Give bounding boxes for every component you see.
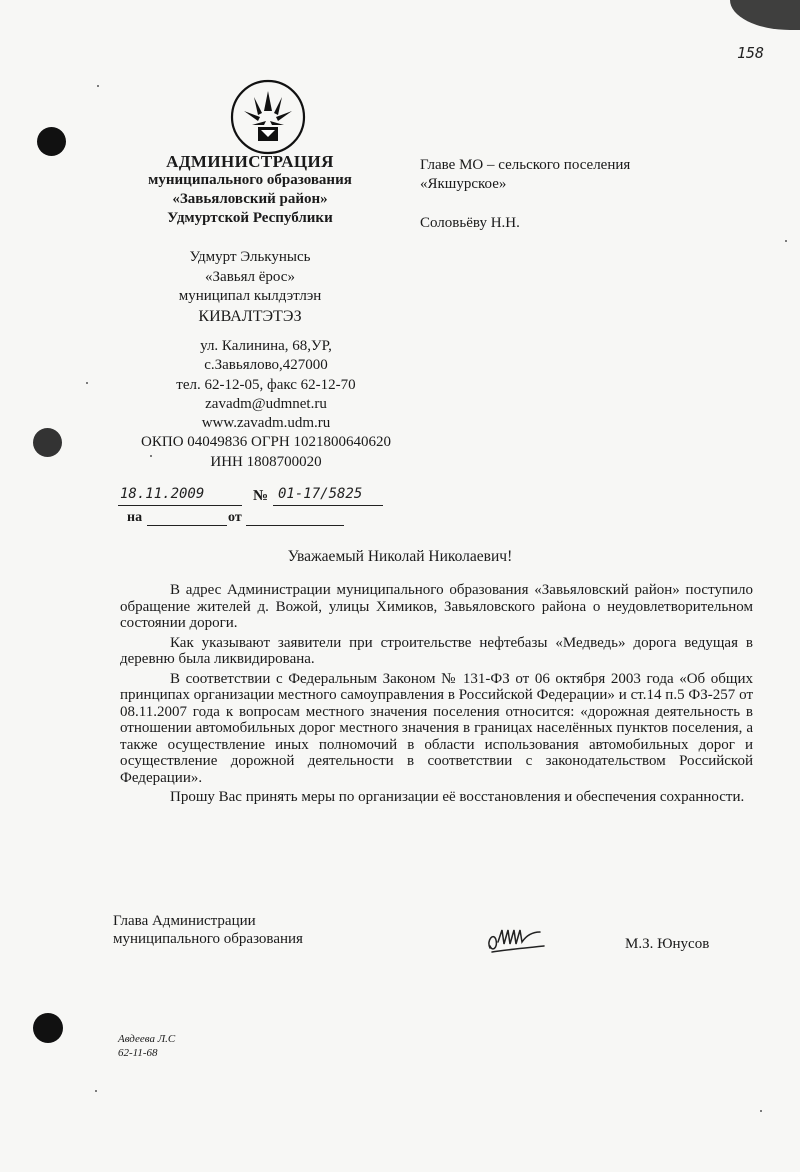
handwritten-date: 18.11.2009 <box>120 486 205 502</box>
udm-title: КИВАЛТЭТЭЗ <box>198 307 302 325</box>
address-line: тел. 62-12-05, факс 62-12-70 <box>176 376 356 393</box>
reference-row <box>127 508 387 528</box>
sender-header <box>100 152 400 228</box>
position-line: Глава Администрации <box>113 913 256 929</box>
hole-punch <box>33 1013 63 1043</box>
address-line: ИНН 1808700020 <box>210 453 322 470</box>
handwritten-signature <box>484 922 554 958</box>
org-line: Удмуртской Республики <box>167 210 333 226</box>
recipient-line: «Якшурское» <box>420 176 507 192</box>
scan-mark <box>730 0 800 30</box>
recipient-line: Главе МО – сельского поселения <box>420 157 631 173</box>
ot-label: от <box>228 510 242 525</box>
org-line: муниципального образования <box>148 172 352 188</box>
coat-of-arms-emblem <box>228 77 308 157</box>
executor-note <box>118 1032 175 1060</box>
address-line: zavadm@udmnet.ru <box>205 395 327 412</box>
salutation: Уважаемый Николай Николаевич! <box>287 548 513 565</box>
hole-punch <box>33 428 62 457</box>
paragraph: Прошу Вас принять меры по организации её восстановления и обеспечения сохранности. <box>170 789 745 805</box>
signatory-position <box>113 912 303 948</box>
address-line: ОКПО 04049836 ОГРН 1021800640620 <box>141 434 391 451</box>
position-line: муниципального образования <box>113 931 303 947</box>
signatory-name: М.З. Юнусов <box>625 936 710 952</box>
address-line: www.zavadm.udm.ru <box>201 415 331 432</box>
udm-line: «Завьял ёрос» <box>205 268 295 285</box>
recipient-block <box>420 156 630 233</box>
recipient-name: Соловьёву Н.Н. <box>420 215 520 231</box>
hole-punch <box>37 127 66 156</box>
address-block <box>116 337 416 472</box>
number-label: № <box>253 488 269 504</box>
org-line: «Завьяловский район» <box>172 191 328 207</box>
address-line: ул. Калинина, 68,УР, <box>200 338 332 354</box>
address-line: с.Завьялово,427000 <box>204 357 328 374</box>
executor-phone: 62-11-68 <box>118 1047 158 1059</box>
udm-line: муниципал кылдэтлэн <box>178 288 322 304</box>
na-label: на <box>127 510 143 525</box>
page-number: 158 <box>737 44 765 62</box>
handwritten-number: 01-17/5825 <box>278 486 363 502</box>
date-number-row <box>118 486 388 506</box>
paragraph: В соответствии с Федеральным Законом № 131-ФЗ от 06 октября 2003 года «Об общих принципах организации местного самоуправления в Российской Федерации» и ст.14 п.5 ФЗ-257 от 08.11.2007 года к вопросам местного значения поселения относится: «дорожная деятельность в отношении автомобильных дорог местного значения в границах населённых пунктов поселения, а также осуществление иных полномочий в области использования автомобильных дорог и осуществление дорожной деятельности в соответствии с законодательством Российской Федерации». <box>120 670 753 786</box>
letter-body <box>120 582 753 806</box>
paragraph: Как указывают заявители при строительстве нефтебазы «Медведь» дорога ведущая в деревню была ликвидирована. <box>120 634 753 667</box>
paragraph: В адрес Администрации муниципального образования «Завьяловский район» поступило обращение жителей д. Вожой, улицы Химиков, Завьяловского района о неудовлетворительном состоянии дороги. <box>120 582 753 631</box>
org-title: АДМИНИСТРАЦИЯ <box>166 152 334 171</box>
udm-line: Удмурт Элькунысь <box>189 249 311 265</box>
udmurt-header <box>100 248 400 326</box>
executor-name: Авдеева Л.С <box>118 1033 176 1045</box>
